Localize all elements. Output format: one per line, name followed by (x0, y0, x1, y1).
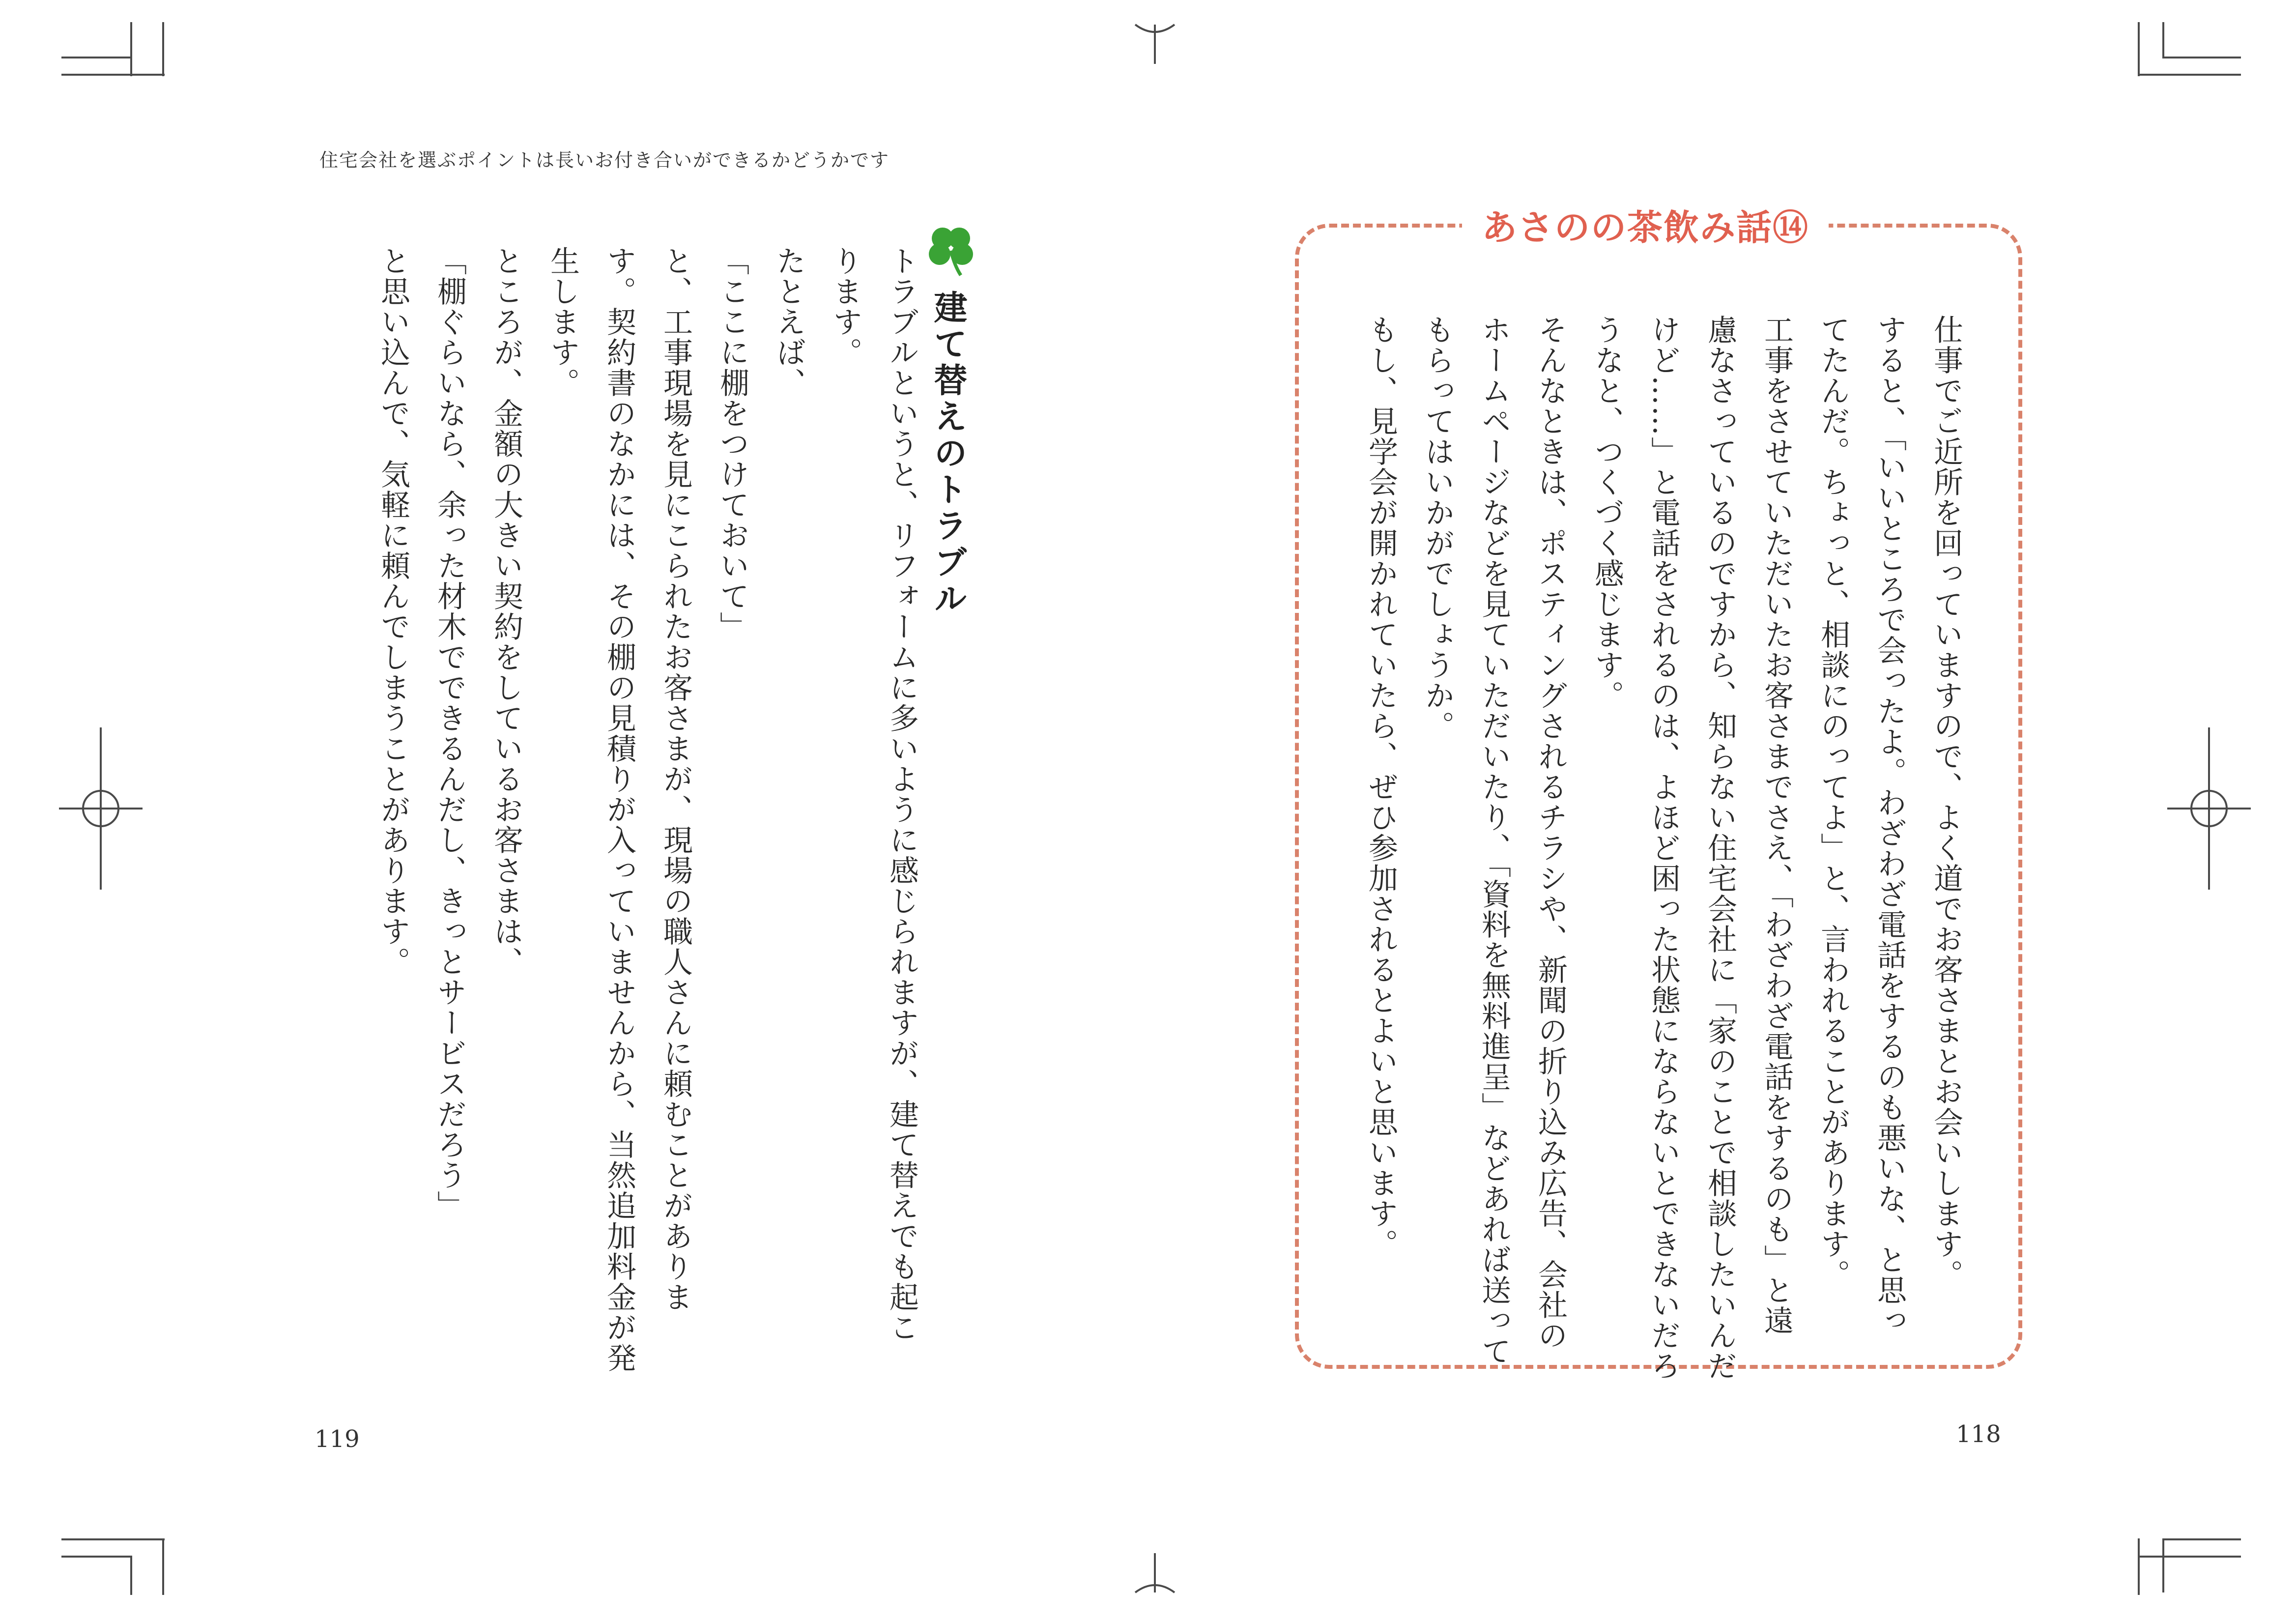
running-head: 住宅会社を選ぶポイントは長いお付き合いができるかどうかです (319, 149, 890, 171)
column-box-body: 仕事でご近所を回っていますので、よく道でお客さまとお会いします。 すると、「いいところで会ったよ。わざわざ電話をするのも悪いな、と思っ てたんだ。ちょっと、相談にのってよ」と、言われることがあります。 工事をさせていただいたお客さまでさえ、「わざわざ電話をするのも」と遠 慮なさっているのですから、知らない住宅会社に「家のことで相談したいんだ けど……」と電話をされるのは、よほど困った状態にならないとできないだろ うなと、つくづく感じます。 そんなときは、ポスティングされるチラシや、新聞の折り込み広告、会社の ホームページなどを見ていただいたり、「資料を無料進呈」などあれば送って もらってはいかがでしょうか。 もし、見学会が開かれていたら、ぜひ参加されるとよいと思います。 (1364, 315, 1963, 1381)
section-title: 建て替えのトラブル (928, 290, 967, 617)
column-box-title: あさのの茶飲み話⑭ (1482, 207, 1809, 248)
registration-mark-bottom (1125, 1553, 1184, 1607)
left-page-body: トラブルというと、リフォームに多いように感じられますが、建て替えでも起こ ります。 たとえば、 「ここに棚をつけておいて」 と、工事現場を見にこられたお客さまが、現場の職人さんに頼むことがありま す。契約書のなかには、その棚の見積りが入っていませんから、当然追加料金が発 生します。 ところが、金額の大きい契約をしているお客さまは、 「棚ぐらいなら、余った材木でできるんだし、きっとサービスだろう」 と思い込んで、気軽に頼んでしまうことがあります。 (376, 246, 919, 1373)
column-box-title-wrap (1462, 199, 1829, 250)
registration-mark-top (1125, 10, 1184, 64)
clover-icon (924, 224, 978, 278)
registration-mark-right (2162, 727, 2256, 890)
page-number-left: 119 (315, 1425, 360, 1453)
registration-mark-left (54, 727, 147, 890)
page-number-right: 118 (1956, 1420, 2001, 1448)
